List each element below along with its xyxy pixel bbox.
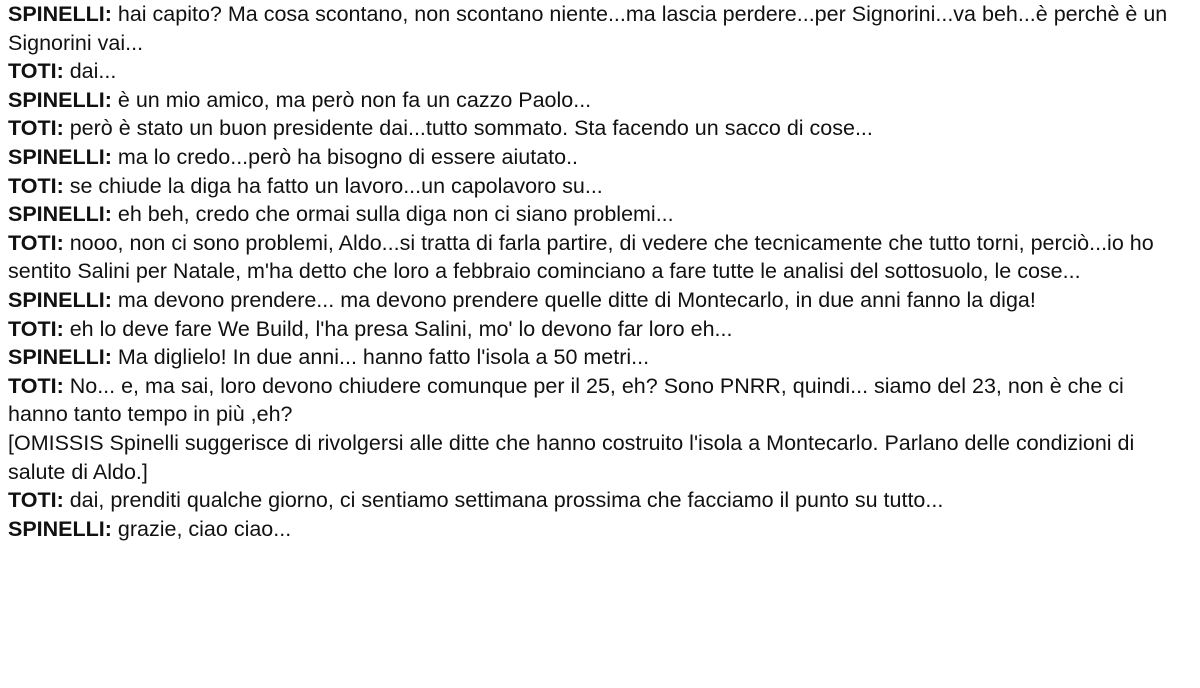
dialogue-line	[8, 114, 1188, 143]
dialogue-line	[8, 0, 1188, 57]
dialogue-line	[8, 57, 1188, 86]
dialogue-line	[8, 229, 1188, 286]
line-text: è un mio amico, ma però non fa un cazzo Paolo...	[111, 87, 592, 112]
line-text: Ma diglielo! In due anni... hanno fatto l'isola a 50 metri...	[111, 345, 650, 370]
dialogue-line	[8, 315, 1188, 344]
speaker-label: SPINELLI:	[8, 144, 112, 169]
line-text: però è stato un buon presidente dai...tutto sommato. Sta facendo un sacco di cose...	[63, 116, 873, 141]
speaker-label: TOTI:	[8, 316, 64, 341]
line-text: ma lo credo...però ha bisogno di essere aiutato..	[111, 144, 579, 169]
dialogue-line	[8, 486, 1188, 515]
dialogue-line	[8, 86, 1188, 115]
speaker-label: TOTI:	[8, 488, 64, 513]
line-text: nooo, non ci sono problemi, Aldo...si tratta di farla partire, di vedere che tecnicamente che tutto torni, perciò...io ho sentito Salini per Natale, m'ha detto che loro a febbraio cominciano a fare tutte le analisi del sottosuolo, le cose...	[8, 230, 1154, 284]
dialogue-line	[8, 286, 1188, 315]
speaker-label: TOTI:	[8, 116, 64, 141]
line-text: hai capito? Ma cosa scontano, non scontano niente...ma lascia perdere...per Signorini...va beh...è perchè è un Signorini vai...	[8, 2, 1168, 55]
speaker-label: SPINELLI:	[8, 87, 112, 112]
speaker-label: TOTI:	[8, 59, 64, 84]
speaker-label: SPINELLI:	[8, 287, 112, 312]
speaker-label: TOTI:	[8, 230, 64, 255]
line-text: dai, prenditi qualche giorno, ci sentiamo settimana prossima che facciamo il punto su tutto...	[63, 488, 944, 513]
speaker-label: TOTI:	[8, 173, 64, 198]
dialogue-line	[8, 343, 1188, 372]
speaker-label: SPINELLI:	[8, 202, 112, 227]
line-text: No... e, ma sai, loro devono chiudere comunque per il 25, eh? Sono PNRR, quindi... siamo del 23, non è che ci hanno tanto tempo in più ,eh?	[8, 373, 1124, 427]
line-text: se chiude la diga ha fatto un lavoro...un capolavoro su...	[63, 173, 603, 198]
dialogue-line	[8, 200, 1188, 229]
dialogue-line	[8, 172, 1188, 201]
line-text: eh lo deve fare We Build, l'ha presa Salini, mo' lo devono far loro eh...	[63, 316, 733, 341]
line-text: eh beh, credo che ormai sulla diga non ci siano problemi...	[111, 202, 674, 227]
speaker-label: SPINELLI:	[8, 516, 112, 541]
speaker-label: SPINELLI:	[8, 2, 112, 26]
dialogue-line	[8, 372, 1188, 429]
line-text: dai...	[63, 59, 117, 84]
speaker-label: SPINELLI:	[8, 345, 112, 370]
dialogue-line	[8, 143, 1188, 172]
speaker-label: TOTI:	[8, 373, 64, 398]
omissis-note: [OMISSIS Spinelli suggerisce di rivolgersi alle ditte che hanno costruito l'isola a Montecarlo. Parlano delle condizioni di salute di Aldo.]	[8, 430, 1135, 484]
dialogue-line	[8, 515, 1188, 544]
line-text: grazie, ciao ciao...	[111, 516, 292, 541]
line-text: ma devono prendere... ma devono prendere quelle ditte di Montecarlo, in due anni fanno la diga!	[111, 287, 1036, 312]
